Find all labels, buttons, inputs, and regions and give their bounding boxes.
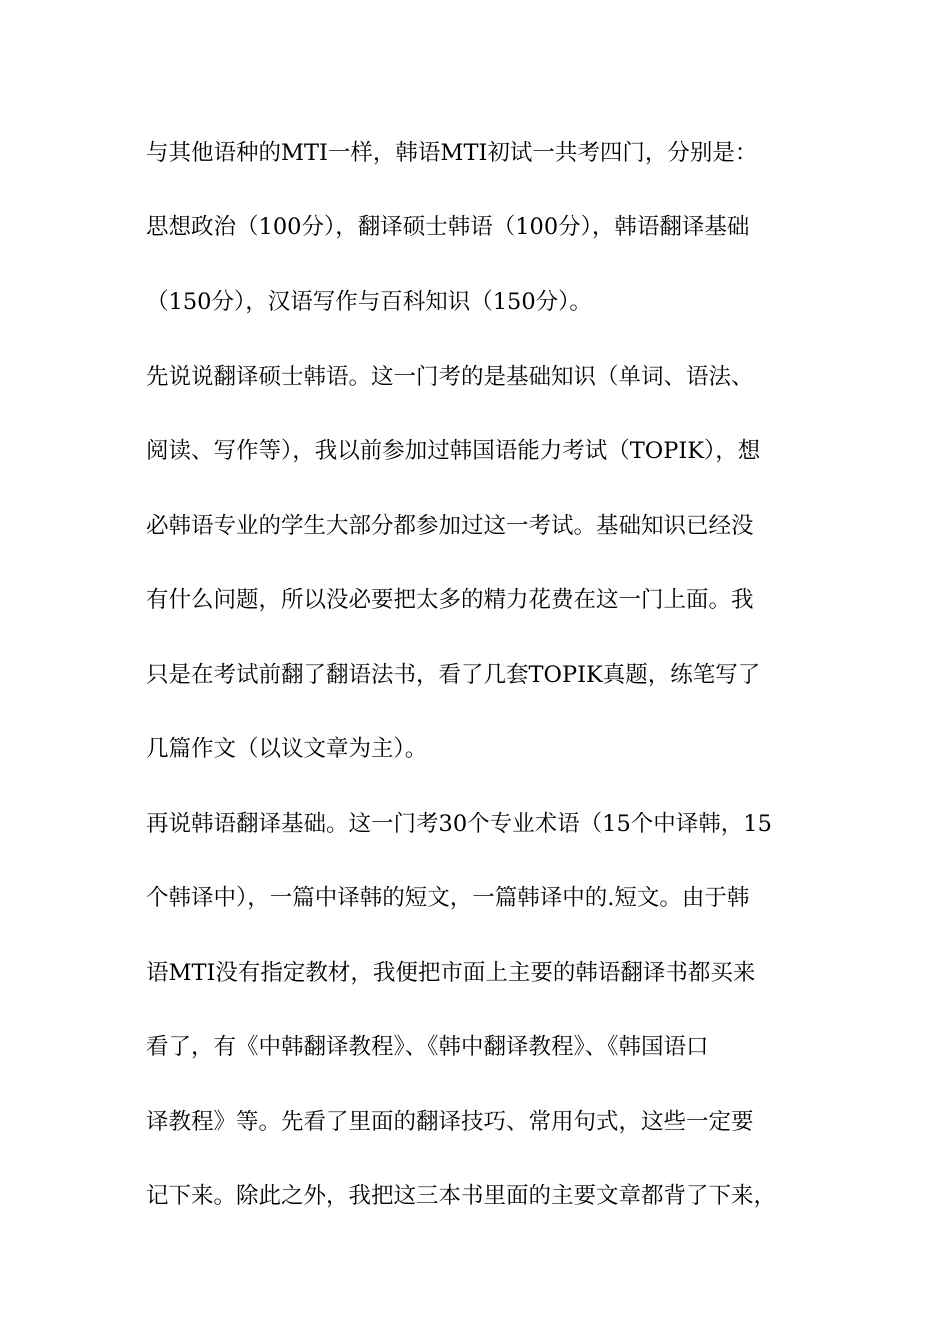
text-line: 必韩语专业的学生大部分都参加过这一考试。基础知识已经没 xyxy=(146,513,754,539)
text-line: 看了，有《中韩翻译教程》、《韩中翻译教程》、《韩国语口 xyxy=(146,1034,709,1060)
text-line: 有什么问题，所以没必要把太多的精力花费在这一门上面。我 xyxy=(146,587,754,613)
text-line: 思想政治（100分），翻译硕士韩语（100分），韩语翻译基础 xyxy=(146,214,750,240)
text-line: 语MTI没有指定教材，我便把市面上主要的韩语翻译书都买来 xyxy=(146,960,756,986)
text-line: 译教程》等。先看了里面的翻译技巧、常用句式，这些一定要 xyxy=(146,1109,754,1135)
text-line: 只是在考试前翻了翻语法书，看了几套TOPIK真题，练笔写了 xyxy=(146,662,761,688)
text-line: 先说说翻译硕士韩语。这一门考的是基础知识（单词、语法、 xyxy=(146,364,754,390)
text-line: 个韩译中），一篇中译韩的短文，一篇韩译中的.短文。由于韩 xyxy=(146,885,750,911)
text-line: （150分），汉语写作与百科知识（150分）。 xyxy=(146,289,592,315)
text-line: 阅读、写作等），我以前参加过韩国语能力考试（TOPIK），想 xyxy=(146,438,761,464)
text-line: 几篇作文（以议文章为主）。 xyxy=(146,736,428,762)
text-line: 再说韩语翻译基础。这一门考30个专业术语（15个中译韩，15 xyxy=(146,811,772,837)
text-line: 与其他语种的MTI一样，韩语MTI初试一共考四门，分别是： xyxy=(146,140,758,166)
text-line: 记下来。除此之外，我把这三本书里面的主要文章都背了下来， xyxy=(146,1183,777,1209)
